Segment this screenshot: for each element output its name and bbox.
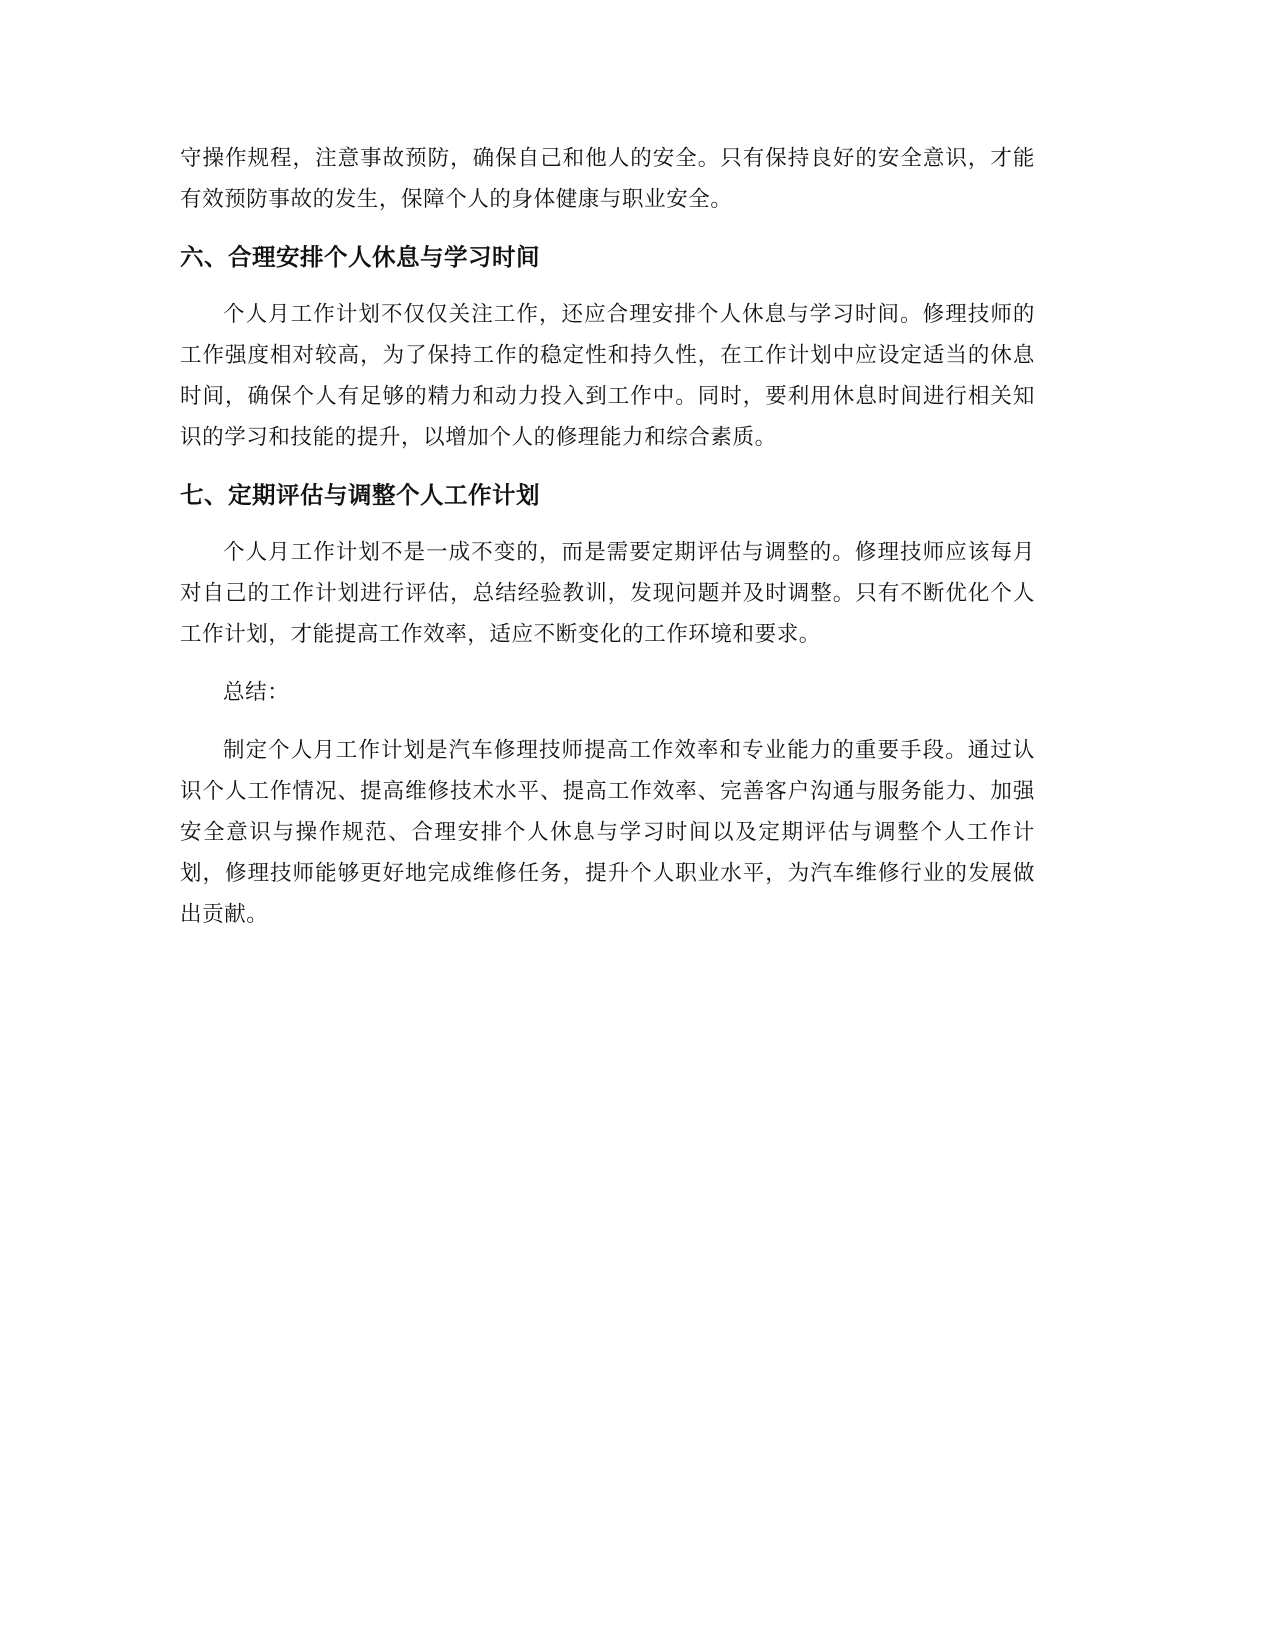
section-7-paragraph: 个人月工作计划不是一成不变的，而是需要定期评估与调整的。修理技师应该每月对自己的工作计划进行评估，总结经验教训，发现问题并及时调整。只有不断优化个人工作计划，才能提高工作效率，适应不断变化的工作环境和要求。 — [180, 540, 1035, 647]
continuation-paragraph: 守操作规程，注意事故预防，确保自己和他人的安全。只有保持良好的安全意识，才能有效预防事故的发生，保障个人的身体健康与职业安全。 — [180, 146, 1035, 212]
summary-paragraph: 制定个人月工作计划是汽车修理技师提高工作效率和专业能力的重要手段。通过认识个人工作情况、提高维修技术水平、提高工作效率、完善客户沟通与服务能力、加强安全意识与操作规范、合理安排个人休息与学习时间以及定期评估与调整个人工作计划，修理技师能够更好地完成维修任务，提升个人职业水平，为汽车维修行业的发展做出贡献。 — [180, 738, 1035, 927]
summary-label: 总结： — [223, 680, 290, 705]
section-6-paragraph: 个人月工作计划不仅仅关注工作，还应合理安排个人休息与学习时间。修理技师的工作强度相对较高，为了保持工作的稳定性和持久性，在工作计划中应设定适当的休息时间，确保个人有足够的精力和动力投入到工作中。同时，要利用休息时间进行相关知识的学习和技能的提升，以增加个人的修理能力和综合素质。 — [180, 302, 1035, 450]
section-6-heading: 六、合理安排个人休息与学习时间 — [180, 243, 540, 271]
document-page — [180, 138, 1035, 950]
section-7-heading: 七、定期评估与调整个人工作计划 — [180, 481, 540, 509]
